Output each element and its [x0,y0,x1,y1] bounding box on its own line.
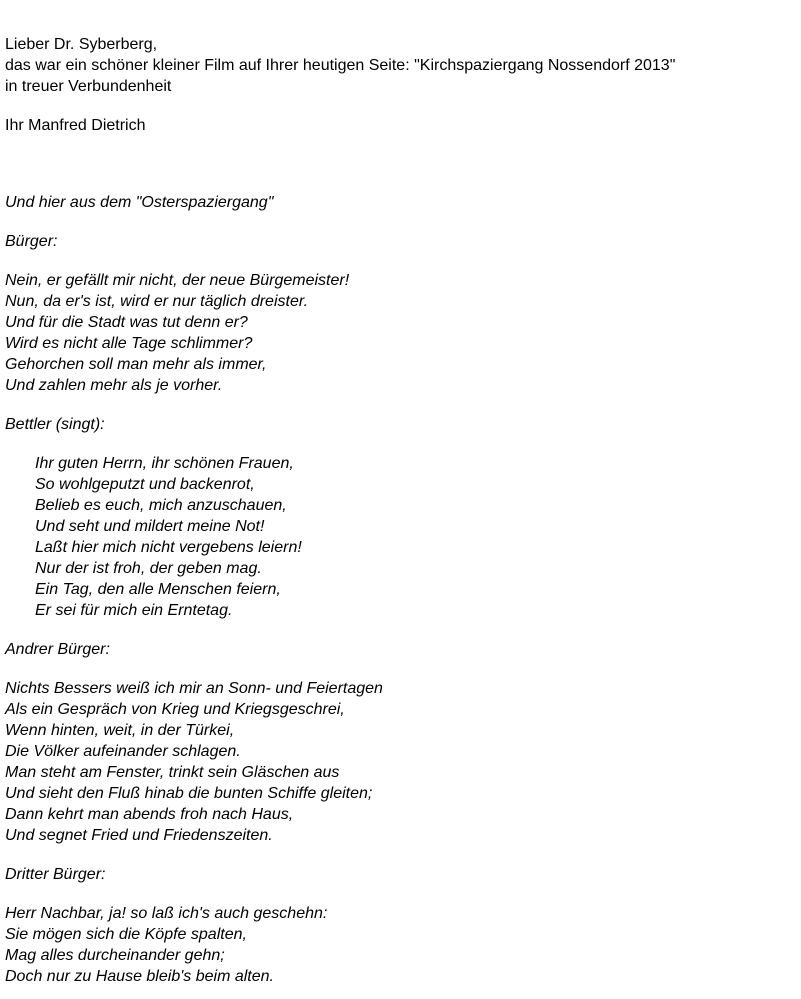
verse-line: Laßt hier mich nicht vergebens leiern! [35,539,302,556]
letter-closing: in treuer Verbundenheit [5,78,172,95]
verse-line: Man steht am Fenster, trinkt sein Gläschen aus [5,764,340,781]
verse-line: Und segnet Fried und Friedenszeiten. [5,827,273,844]
speaker-label: Bettler (singt): [5,416,105,433]
poem-intro: Und hier aus dem "Osterspaziergang" [5,194,274,211]
speaker-label: Bürger: [5,233,58,250]
verse-line: Mag alles durcheinander gehn; [5,947,225,964]
verse-line: Wenn hinten, weit, in der Türkei, [5,722,235,739]
verse-line: Dann kehrt man abends froh nach Haus, [5,806,294,823]
poem-block [5,192,795,987]
letter-body-line: das war ein schöner kleiner Film auf Ihrer heutigen Seite: "Kirchspaziergang Nossendorf 2013" [5,57,676,74]
verse-line: Er sei für mich ein Erntetag. [35,602,233,619]
letter-signature: Ihr Manfred Dietrich [5,117,146,134]
verse-line: Wird es nicht alle Tage schlimmer? [5,335,253,352]
verse-stanza [5,453,795,621]
verse-line: Und sieht den Fluß hinab die bunten Schiffe gleiten; [5,785,373,802]
verse-line: Nichts Bessers weiß ich mir an Sonn- und Feiertagen [5,680,383,697]
verse-line: Nein, er gefällt mir nicht, der neue Bürgemeister! [5,272,350,289]
verse-line: Doch nur zu Hause bleib's beim alten. [5,968,274,985]
verse-line: Als ein Gespräch von Krieg und Kriegsgeschrei, [5,701,345,718]
verse-stanza [5,903,795,987]
verse-line: Gehorchen soll man mehr als immer, [5,356,267,373]
verse-line: Ein Tag, den alle Menschen feiern, [35,581,281,598]
verse-line: Belieb es euch, mich anzuschauen, [35,497,287,514]
verse-line: Und seht und mildert meine Not! [35,518,265,535]
verse-line: Und für die Stadt was tut denn er? [5,314,248,331]
speaker-label: Dritter Bürger: [5,866,106,883]
verse-line: So wohlgeputzt und backenrot, [35,476,255,493]
letter-greeting: Lieber Dr. Syberberg, [5,36,158,53]
verse-line: Die Völker aufeinander schlagen. [5,743,241,760]
email-document [5,34,795,987]
verse-line: Herr Nachbar, ja! so laß ich's auch geschehn: [5,905,328,922]
verse-line: Und zahlen mehr als je vorher. [5,377,223,394]
verse-stanza [5,678,795,846]
speaker-label: Andrer Bürger: [5,641,110,658]
letter-block [5,34,795,136]
verse-line: Sie mögen sich die Köpfe spalten, [5,926,247,943]
verse-stanza [5,270,795,396]
verse-line: Ihr guten Herrn, ihr schönen Frauen, [35,455,294,472]
verse-line: Nun, da er's ist, wird er nur täglich dreister. [5,293,309,310]
verse-line: Nur der ist froh, der geben mag. [35,560,262,577]
